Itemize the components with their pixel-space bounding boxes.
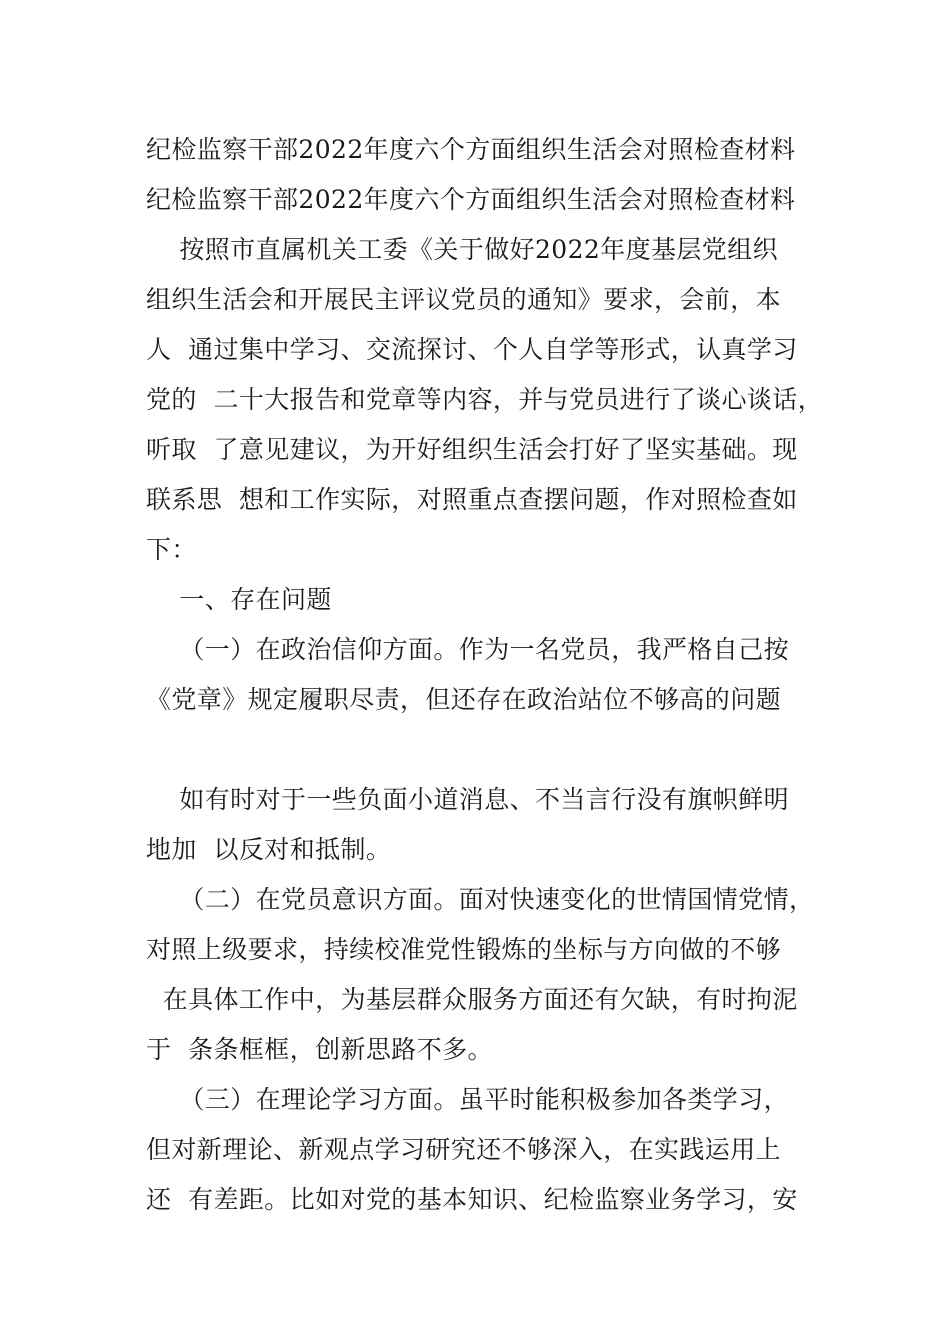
paragraph-line: 《党章》规定履职尽责，但还存在政治站位不够高的问题 <box>146 685 782 714</box>
paragraph-line: 党的 二十大报告和党章等内容，并与党员进行了谈心谈话， <box>146 385 824 414</box>
title-line-1: 纪检监察干部2022年度六个方面组织生活会对照检查材料 <box>146 135 796 164</box>
paragraph-line: 联系思 想和工作实际，对照重点查摆问题，作对照检查如 <box>146 485 798 514</box>
paragraph-line: 还 有差距。比如对党的基本知识、纪检监察业务学习，安 <box>146 1185 798 1214</box>
paragraph-line: 地加 以反对和抵制。 <box>146 835 392 864</box>
paragraph-line: （二）在党员意识方面。面对快速变化的世情国情党情， <box>146 885 815 914</box>
paragraph-line: 但对新理论、新观点学习研究还不够深入，在实践运用上 <box>146 1135 782 1164</box>
paragraph-line: 对照上级要求，持续校准党性锻炼的坐标与方向做的不够 <box>146 935 782 964</box>
paragraph-line: 如有时对于一些负面小道消息、不当言行没有旗帜鲜明 <box>146 785 789 814</box>
paragraph-line: 在具体工作中，为基层群众服务方面还有欠缺，有时拘泥 <box>146 985 798 1014</box>
paragraph-line: 听取 了意见建议，为开好组织生活会打好了坚实基础。现 <box>146 435 798 464</box>
paragraph-line: 于 条条框框，创新思路不多。 <box>146 1035 493 1064</box>
paragraph-line: （一）在政治信仰方面。作为一名党员，我严格自己按 <box>146 635 789 664</box>
paragraph-line: 下： <box>146 535 197 564</box>
title-line-2: 纪检监察干部2022年度六个方面组织生活会对照检查材料 <box>146 185 796 214</box>
section-heading: 一、存在问题 <box>146 585 332 614</box>
paragraph-line: 按照市直属机关工委《关于做好2022年度基层党组织 <box>146 235 779 264</box>
paragraph-line: 组织生活会和开展民主评议党员的通知》要求，会前，本 <box>146 285 782 314</box>
paragraph-line: （三）在理论学习方面。虽平时能积极参加各类学习， <box>146 1085 789 1114</box>
paragraph-line: 人 通过集中学习、交流探讨、个人自学等形式，认真学习 <box>146 335 798 364</box>
